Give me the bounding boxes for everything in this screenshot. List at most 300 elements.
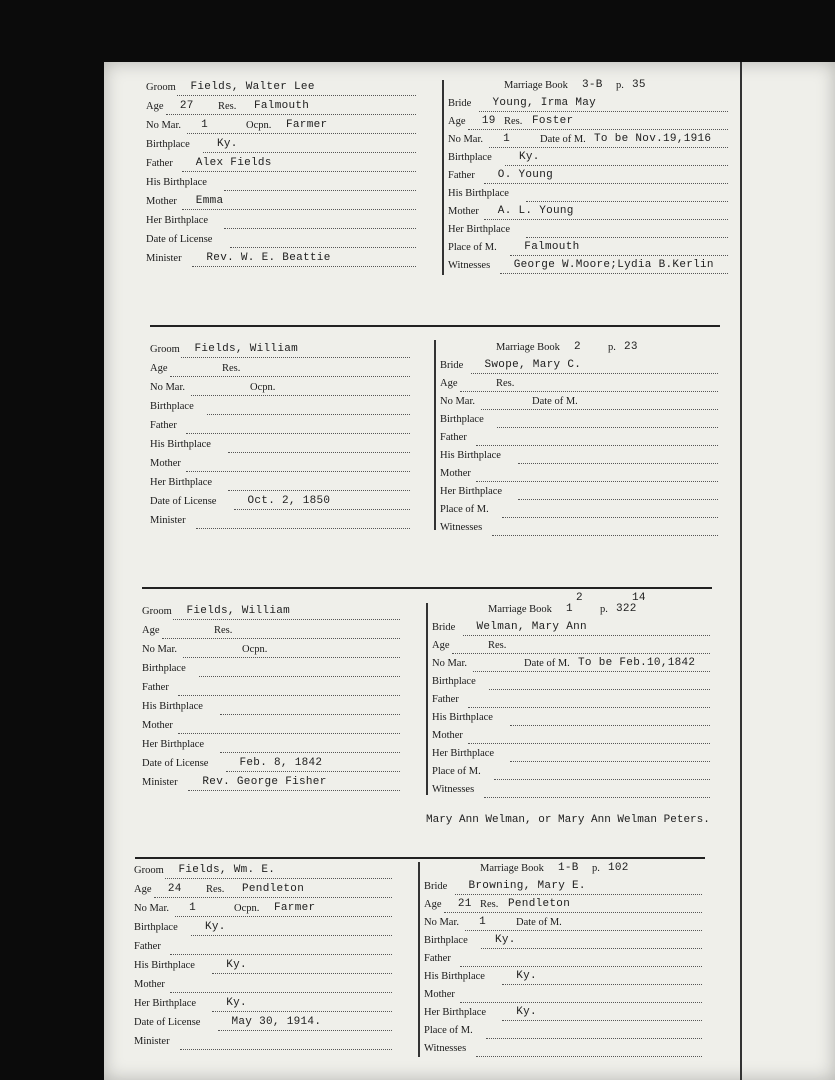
bride-no-mar-label: No Mar. bbox=[424, 917, 459, 928]
groom-no-mar-row bbox=[150, 382, 410, 398]
groom-mother-underline bbox=[170, 992, 392, 993]
groom-his-birthplace-underline bbox=[220, 714, 400, 715]
groom-name-label: Groom bbox=[146, 82, 176, 93]
bride-mother-underline bbox=[460, 1002, 702, 1003]
bride-her-birthplace-underline bbox=[518, 499, 718, 500]
page-value: 102 bbox=[608, 862, 629, 874]
bride-name-label: Bride bbox=[424, 881, 448, 892]
groom-age-value: 27 bbox=[179, 100, 194, 112]
groom-father-value: Alex Fields bbox=[195, 157, 272, 169]
marriage-book-row bbox=[488, 592, 696, 620]
bride-name-underline bbox=[455, 894, 703, 895]
groom-her-birthplace-underline bbox=[212, 1011, 392, 1012]
record-note: Mary Ann Welman, or Mary Ann Welman Peters. bbox=[426, 814, 710, 826]
groom-mother-label: Mother bbox=[150, 458, 181, 469]
bride-age-label: Age bbox=[432, 640, 450, 651]
bride-no-mar-label: No Mar. bbox=[448, 134, 483, 145]
groom-father-underline bbox=[182, 171, 416, 172]
groom-ocpn-label: Ocpn. bbox=[250, 382, 276, 393]
groom-res-label: Res. bbox=[222, 363, 241, 374]
groom-her-birthplace-underline bbox=[220, 752, 400, 753]
marriage-book-label: Marriage Book bbox=[504, 80, 568, 91]
groom-no-mar-label: No Mar. bbox=[134, 903, 169, 914]
bride-his-birthplace-label: His Birthplace bbox=[424, 971, 485, 982]
groom-father-underline bbox=[170, 954, 392, 955]
bride-father-underline bbox=[468, 707, 710, 708]
groom-no-mar-row bbox=[134, 903, 392, 919]
bride-father-underline bbox=[476, 445, 718, 446]
bride-place-of-m-row bbox=[440, 504, 718, 520]
bride-date-of-m-value: To be Feb.10,1842 bbox=[578, 657, 696, 669]
groom-his-birthplace-underline bbox=[224, 190, 416, 191]
groom-date-of-license-underline bbox=[230, 247, 417, 248]
groom-name-underline bbox=[165, 878, 393, 879]
bride-father-row bbox=[448, 170, 728, 186]
groom-age-row bbox=[150, 363, 410, 379]
bride-father-label: Father bbox=[432, 694, 459, 705]
bride-name-value: Welman, Mary Ann bbox=[476, 621, 587, 633]
groom-father-row bbox=[146, 158, 416, 174]
bride-her-birthplace-underline bbox=[502, 1020, 702, 1021]
bride-mother-label: Mother bbox=[432, 730, 463, 741]
bride-mother-row bbox=[448, 206, 728, 222]
bride-birthplace-label: Birthplace bbox=[432, 676, 476, 687]
bride-birthplace-underline bbox=[489, 689, 710, 690]
groom-age-underline bbox=[170, 376, 410, 377]
groom-his-birthplace-underline bbox=[228, 452, 410, 453]
bride-witnesses-underline bbox=[476, 1056, 702, 1057]
bride-witnesses-row bbox=[432, 784, 710, 800]
groom-minister-label: Minister bbox=[142, 777, 178, 788]
bride-res-label: Res. bbox=[496, 378, 515, 389]
bride-res-value: Foster bbox=[532, 115, 574, 127]
bride-his-birthplace-label: His Birthplace bbox=[432, 712, 493, 723]
groom-her-birthplace-underline bbox=[224, 228, 416, 229]
groom-her-birthplace-row bbox=[134, 998, 392, 1014]
groom-her-birthplace-row bbox=[146, 215, 416, 231]
groom-name-row bbox=[146, 82, 416, 98]
bride-her-birthplace-value: Ky. bbox=[516, 1006, 537, 1018]
groom-father-row bbox=[150, 420, 410, 436]
bride-mother-row bbox=[424, 989, 702, 1005]
groom-birthplace-underline bbox=[207, 414, 410, 415]
page-label: p. bbox=[592, 863, 600, 874]
bride-place-of-m-label: Place of M. bbox=[448, 242, 497, 253]
groom-name-value: Fields, Walter Lee bbox=[190, 81, 315, 93]
bride-her-birthplace-label: Her Birthplace bbox=[432, 748, 495, 759]
bride-birthplace-row bbox=[440, 414, 718, 430]
groom-res-label: Res. bbox=[214, 625, 233, 636]
marriage-book-label: Marriage Book bbox=[480, 863, 544, 874]
bride-his-birthplace-row bbox=[440, 450, 718, 466]
bride-place-of-m-underline bbox=[494, 779, 710, 780]
groom-minister-underline bbox=[180, 1049, 392, 1050]
groom-date-of-license-row bbox=[150, 496, 410, 512]
groom-name-label: Groom bbox=[150, 344, 180, 355]
bride-date-of-m-label: Date of M. bbox=[524, 658, 570, 669]
groom-birthplace-underline bbox=[203, 152, 416, 153]
groom-mother-underline bbox=[186, 471, 410, 472]
card-divider-2 bbox=[150, 325, 720, 327]
bride-mother-underline bbox=[468, 743, 710, 744]
bride-his-birthplace-label: His Birthplace bbox=[448, 188, 509, 199]
bride-his-birthplace-value: Ky. bbox=[516, 970, 537, 982]
groom-minister-value: Rev. W. E. Beattie bbox=[206, 252, 331, 264]
bride-father-row bbox=[432, 694, 710, 710]
bride-no-mar-row bbox=[432, 658, 710, 674]
bride-res-label: Res. bbox=[488, 640, 507, 651]
marriage-book-alt-value: 2 bbox=[576, 592, 583, 604]
groom-birthplace-row bbox=[134, 922, 392, 938]
groom-minister-row bbox=[134, 1036, 392, 1052]
groom-name-value: Fields, William bbox=[194, 343, 299, 355]
bride-birthplace-row bbox=[448, 152, 728, 168]
bride-place-of-m-underline bbox=[510, 255, 728, 256]
bride-name-underline bbox=[479, 111, 729, 112]
bride-witnesses-label: Witnesses bbox=[440, 522, 483, 533]
groom-mother-label: Mother bbox=[146, 196, 177, 207]
groom-date-of-license-value: May 30, 1914. bbox=[231, 1016, 322, 1028]
bride-no-mar-value: 1 bbox=[503, 133, 510, 145]
page-label: p. bbox=[600, 604, 608, 615]
groom-ocpn-value: Farmer bbox=[286, 119, 328, 131]
groom-her-birthplace-label: Her Birthplace bbox=[146, 215, 209, 226]
bride-his-birthplace-underline bbox=[502, 984, 702, 985]
groom-mother-row bbox=[134, 979, 392, 995]
marriage-book-value: 2 bbox=[574, 341, 581, 353]
bride-age-value: 19 bbox=[481, 115, 496, 127]
bride-birthplace-label: Birthplace bbox=[424, 935, 468, 946]
groom-ocpn-label: Ocpn. bbox=[246, 120, 272, 131]
groom-birthplace-underline bbox=[199, 676, 400, 677]
bride-father-row bbox=[440, 432, 718, 448]
groom-no-mar-underline bbox=[191, 395, 410, 396]
groom-no-mar-underline bbox=[183, 657, 400, 658]
bride-witnesses-row bbox=[440, 522, 718, 538]
groom-date-of-license-value: Oct. 2, 1850 bbox=[247, 495, 331, 507]
bride-mother-label: Mother bbox=[440, 468, 471, 479]
card-column-divider-4 bbox=[418, 862, 420, 1057]
bride-birthplace-value: Ky. bbox=[519, 151, 540, 163]
bride-place-of-m-label: Place of M. bbox=[440, 504, 489, 515]
bride-name-underline bbox=[463, 635, 711, 636]
bride-date-of-m-value: To be Nov.19,1916 bbox=[594, 133, 712, 145]
bride-mother-label: Mother bbox=[424, 989, 455, 1000]
groom-age-row bbox=[146, 101, 416, 117]
marriage-book-value: 1-B bbox=[558, 862, 579, 874]
marriage-book-label: Marriage Book bbox=[496, 342, 560, 353]
groom-name-underline bbox=[177, 95, 417, 96]
card-divider-4 bbox=[135, 857, 705, 859]
bride-her-birthplace-row bbox=[440, 486, 718, 502]
groom-date-of-license-label: Date of License bbox=[150, 496, 217, 507]
marriage-book-row bbox=[480, 863, 688, 879]
bride-no-mar-label: No Mar. bbox=[440, 396, 475, 407]
bride-age-value: 21 bbox=[457, 898, 472, 910]
groom-name-label: Groom bbox=[134, 865, 164, 876]
bride-name-row bbox=[432, 622, 710, 638]
marriage-book-label: Marriage Book bbox=[488, 604, 552, 615]
bride-witnesses-row bbox=[448, 260, 728, 276]
groom-father-row bbox=[142, 682, 400, 698]
groom-minister-underline bbox=[188, 790, 400, 791]
groom-birthplace-value: Ky. bbox=[217, 138, 238, 150]
bride-birthplace-row bbox=[424, 935, 702, 951]
bride-no-mar-row bbox=[448, 134, 728, 150]
groom-no-mar-label: No Mar. bbox=[150, 382, 185, 393]
bride-place-of-m-row bbox=[424, 1025, 702, 1041]
bride-name-row bbox=[424, 881, 702, 897]
groom-date-of-license-underline bbox=[218, 1030, 393, 1031]
groom-minister-row bbox=[142, 777, 400, 793]
groom-name-row bbox=[150, 344, 410, 360]
bride-no-mar-underline bbox=[465, 930, 702, 931]
bride-date-of-m-label: Date of M. bbox=[540, 134, 586, 145]
groom-date-of-license-underline bbox=[234, 509, 411, 510]
groom-his-birthplace-label: His Birthplace bbox=[150, 439, 211, 450]
groom-birthplace-label: Birthplace bbox=[146, 139, 190, 150]
groom-date-of-license-row bbox=[142, 758, 400, 774]
bride-no-mar-row bbox=[440, 396, 718, 412]
groom-date-of-license-row bbox=[146, 234, 416, 250]
bride-his-birthplace-row bbox=[432, 712, 710, 728]
bride-birthplace-underline bbox=[481, 948, 702, 949]
bride-name-row bbox=[448, 98, 728, 114]
page-value: 35 bbox=[632, 79, 646, 91]
bride-place-of-m-row bbox=[432, 766, 710, 782]
bride-age-row bbox=[424, 899, 702, 915]
groom-res-label: Res. bbox=[206, 884, 225, 895]
groom-name-value: Fields, William bbox=[186, 605, 291, 617]
groom-date-of-license-label: Date of License bbox=[146, 234, 213, 245]
bride-witnesses-underline bbox=[500, 273, 728, 274]
groom-minister-row bbox=[146, 253, 416, 269]
groom-ocpn-label: Ocpn. bbox=[234, 903, 260, 914]
marriage-book-row bbox=[496, 342, 704, 358]
bride-place-of-m-underline bbox=[502, 517, 718, 518]
bride-no-mar-value: 1 bbox=[479, 916, 486, 928]
groom-birthplace-row bbox=[150, 401, 410, 417]
page-alt-value: 14 bbox=[632, 592, 646, 604]
bride-res-value: Pendleton bbox=[508, 898, 571, 910]
groom-mother-label: Mother bbox=[142, 720, 173, 731]
groom-mother-row bbox=[146, 196, 416, 212]
groom-birthplace-label: Birthplace bbox=[142, 663, 186, 674]
groom-no-mar-value: 1 bbox=[201, 119, 208, 131]
bride-name-label: Bride bbox=[440, 360, 464, 371]
bride-his-birthplace-row bbox=[424, 971, 702, 987]
bride-father-row bbox=[424, 953, 702, 969]
bride-mother-row bbox=[440, 468, 718, 484]
groom-his-birthplace-row bbox=[146, 177, 416, 193]
bride-name-value: Browning, Mary E. bbox=[468, 880, 586, 892]
groom-birthplace-row bbox=[146, 139, 416, 155]
groom-mother-row bbox=[142, 720, 400, 736]
card-column-divider-2 bbox=[434, 340, 436, 530]
groom-her-birthplace-label: Her Birthplace bbox=[142, 739, 205, 750]
groom-no-mar-label: No Mar. bbox=[142, 644, 177, 655]
groom-minister-underline bbox=[192, 266, 416, 267]
page-value: 322 bbox=[616, 603, 637, 615]
bride-name-label: Bride bbox=[448, 98, 472, 109]
card-divider-3 bbox=[142, 587, 712, 589]
bride-father-label: Father bbox=[424, 953, 451, 964]
groom-birthplace-label: Birthplace bbox=[134, 922, 178, 933]
groom-birthplace-label: Birthplace bbox=[150, 401, 194, 412]
bride-mother-row bbox=[432, 730, 710, 746]
bride-mother-label: Mother bbox=[448, 206, 479, 217]
bride-age-underline bbox=[460, 391, 718, 392]
groom-father-label: Father bbox=[146, 158, 173, 169]
groom-his-birthplace-row bbox=[150, 439, 410, 455]
groom-age-label: Age bbox=[134, 884, 152, 895]
bride-name-row bbox=[440, 360, 718, 376]
bride-witnesses-label: Witnesses bbox=[424, 1043, 467, 1054]
bride-place-of-m-label: Place of M. bbox=[432, 766, 481, 777]
bride-age-label: Age bbox=[448, 116, 466, 127]
groom-minister-label: Minister bbox=[134, 1036, 170, 1047]
bride-no-mar-label: No Mar. bbox=[432, 658, 467, 669]
bride-birthplace-row bbox=[432, 676, 710, 692]
bride-age-underline bbox=[444, 912, 702, 913]
groom-her-birthplace-row bbox=[150, 477, 410, 493]
bride-no-mar-row bbox=[424, 917, 702, 933]
groom-her-birthplace-row bbox=[142, 739, 400, 755]
bride-birthplace-underline bbox=[505, 165, 728, 166]
groom-minister-underline bbox=[196, 528, 410, 529]
groom-date-of-license-label: Date of License bbox=[142, 758, 209, 769]
groom-res-label: Res. bbox=[218, 101, 237, 112]
bride-her-birthplace-underline bbox=[510, 761, 710, 762]
groom-his-birthplace-value: Ky. bbox=[226, 959, 247, 971]
bride-no-mar-underline bbox=[489, 147, 728, 148]
groom-birthplace-value: Ky. bbox=[205, 921, 226, 933]
bride-witnesses-label: Witnesses bbox=[432, 784, 475, 795]
groom-her-birthplace-underline bbox=[228, 490, 410, 491]
groom-her-birthplace-label: Her Birthplace bbox=[134, 998, 197, 1009]
bride-date-of-m-label: Date of M. bbox=[516, 917, 562, 928]
bride-name-value: Swope, Mary C. bbox=[484, 359, 582, 371]
groom-mother-row bbox=[150, 458, 410, 474]
bride-name-label: Bride bbox=[432, 622, 456, 633]
groom-father-underline bbox=[186, 433, 410, 434]
card-column-divider-3 bbox=[426, 603, 428, 795]
bride-no-mar-underline bbox=[473, 671, 710, 672]
groom-birthplace-row bbox=[142, 663, 400, 679]
bride-age-label: Age bbox=[424, 899, 442, 910]
groom-date-of-license-value: Feb. 8, 1842 bbox=[239, 757, 323, 769]
groom-mother-underline bbox=[178, 733, 400, 734]
bride-witnesses-label: Witnesses bbox=[448, 260, 491, 271]
bride-her-birthplace-underline bbox=[526, 237, 728, 238]
bride-his-birthplace-label: His Birthplace bbox=[440, 450, 501, 461]
bride-name-value: Young, Irma May bbox=[492, 97, 597, 109]
bride-res-label: Res. bbox=[504, 116, 523, 127]
groom-no-mar-row bbox=[142, 644, 400, 660]
sheet-edge bbox=[740, 62, 742, 1080]
groom-no-mar-underline bbox=[175, 916, 392, 917]
bride-his-birthplace-underline bbox=[518, 463, 718, 464]
groom-name-value: Fields, Wm. E. bbox=[178, 864, 276, 876]
marriage-book-value: 3-B bbox=[582, 79, 603, 91]
groom-his-birthplace-label: His Birthplace bbox=[142, 701, 203, 712]
bride-father-value: O. Young bbox=[497, 169, 554, 181]
groom-her-birthplace-label: Her Birthplace bbox=[150, 477, 213, 488]
groom-no-mar-label: No Mar. bbox=[146, 120, 181, 131]
groom-no-mar-value: 1 bbox=[189, 902, 196, 914]
marriage-book-value: 1 bbox=[566, 603, 573, 615]
groom-date-of-license-label: Date of License bbox=[134, 1017, 201, 1028]
groom-minister-row bbox=[150, 515, 410, 531]
bride-place-of-m-row bbox=[448, 242, 728, 258]
bride-his-birthplace-underline bbox=[510, 725, 710, 726]
groom-father-label: Father bbox=[142, 682, 169, 693]
bride-father-label: Father bbox=[448, 170, 475, 181]
groom-age-underline bbox=[154, 897, 392, 898]
groom-father-label: Father bbox=[134, 941, 161, 952]
bride-father-underline bbox=[484, 183, 728, 184]
groom-ocpn-label: Ocpn. bbox=[242, 644, 268, 655]
bride-her-birthplace-row bbox=[448, 224, 728, 240]
bride-age-row bbox=[448, 116, 728, 132]
groom-father-label: Father bbox=[150, 420, 177, 431]
bride-date-of-m-label: Date of M. bbox=[532, 396, 578, 407]
card-column-divider-1 bbox=[442, 80, 444, 275]
groom-mother-underline bbox=[182, 209, 416, 210]
groom-his-birthplace-underline bbox=[212, 973, 392, 974]
groom-res-value: Falmouth bbox=[254, 100, 310, 112]
groom-his-birthplace-row bbox=[142, 701, 400, 717]
groom-minister-label: Minister bbox=[146, 253, 182, 264]
groom-age-label: Age bbox=[146, 101, 164, 112]
bride-her-birthplace-label: Her Birthplace bbox=[440, 486, 503, 497]
bride-mother-value: A. L. Young bbox=[497, 205, 574, 217]
page-label: p. bbox=[616, 80, 624, 91]
groom-no-mar-underline bbox=[187, 133, 416, 134]
bride-witnesses-value: George W.Moore;Lydia B.Kerlin bbox=[513, 259, 714, 271]
bride-his-birthplace-row bbox=[448, 188, 728, 204]
bride-age-row bbox=[440, 378, 718, 394]
bride-father-label: Father bbox=[440, 432, 467, 443]
bride-place-of-m-label: Place of M. bbox=[424, 1025, 473, 1036]
bride-birthplace-label: Birthplace bbox=[440, 414, 484, 425]
groom-ocpn-value: Farmer bbox=[274, 902, 316, 914]
bride-witnesses-row bbox=[424, 1043, 702, 1059]
groom-mother-value: Emma bbox=[195, 195, 224, 207]
bride-father-underline bbox=[460, 966, 702, 967]
bride-birthplace-underline bbox=[497, 427, 718, 428]
bride-her-birthplace-row bbox=[432, 748, 710, 764]
bride-name-underline bbox=[471, 373, 719, 374]
bride-age-underline bbox=[468, 129, 728, 130]
groom-age-underline bbox=[162, 638, 400, 639]
bride-age-row bbox=[432, 640, 710, 656]
bride-her-birthplace-label: Her Birthplace bbox=[448, 224, 511, 235]
groom-age-label: Age bbox=[142, 625, 160, 636]
groom-no-mar-row bbox=[146, 120, 416, 136]
groom-name-row bbox=[142, 606, 400, 622]
bride-witnesses-underline bbox=[492, 535, 718, 536]
bride-her-birthplace-label: Her Birthplace bbox=[424, 1007, 487, 1018]
groom-date-of-license-underline bbox=[226, 771, 401, 772]
bride-mother-underline bbox=[484, 219, 728, 220]
bride-witnesses-underline bbox=[484, 797, 710, 798]
bride-mother-underline bbox=[476, 481, 718, 482]
groom-his-birthplace-label: His Birthplace bbox=[146, 177, 207, 188]
groom-name-underline bbox=[173, 619, 401, 620]
bride-his-birthplace-underline bbox=[526, 201, 728, 202]
groom-name-label: Groom bbox=[142, 606, 172, 617]
